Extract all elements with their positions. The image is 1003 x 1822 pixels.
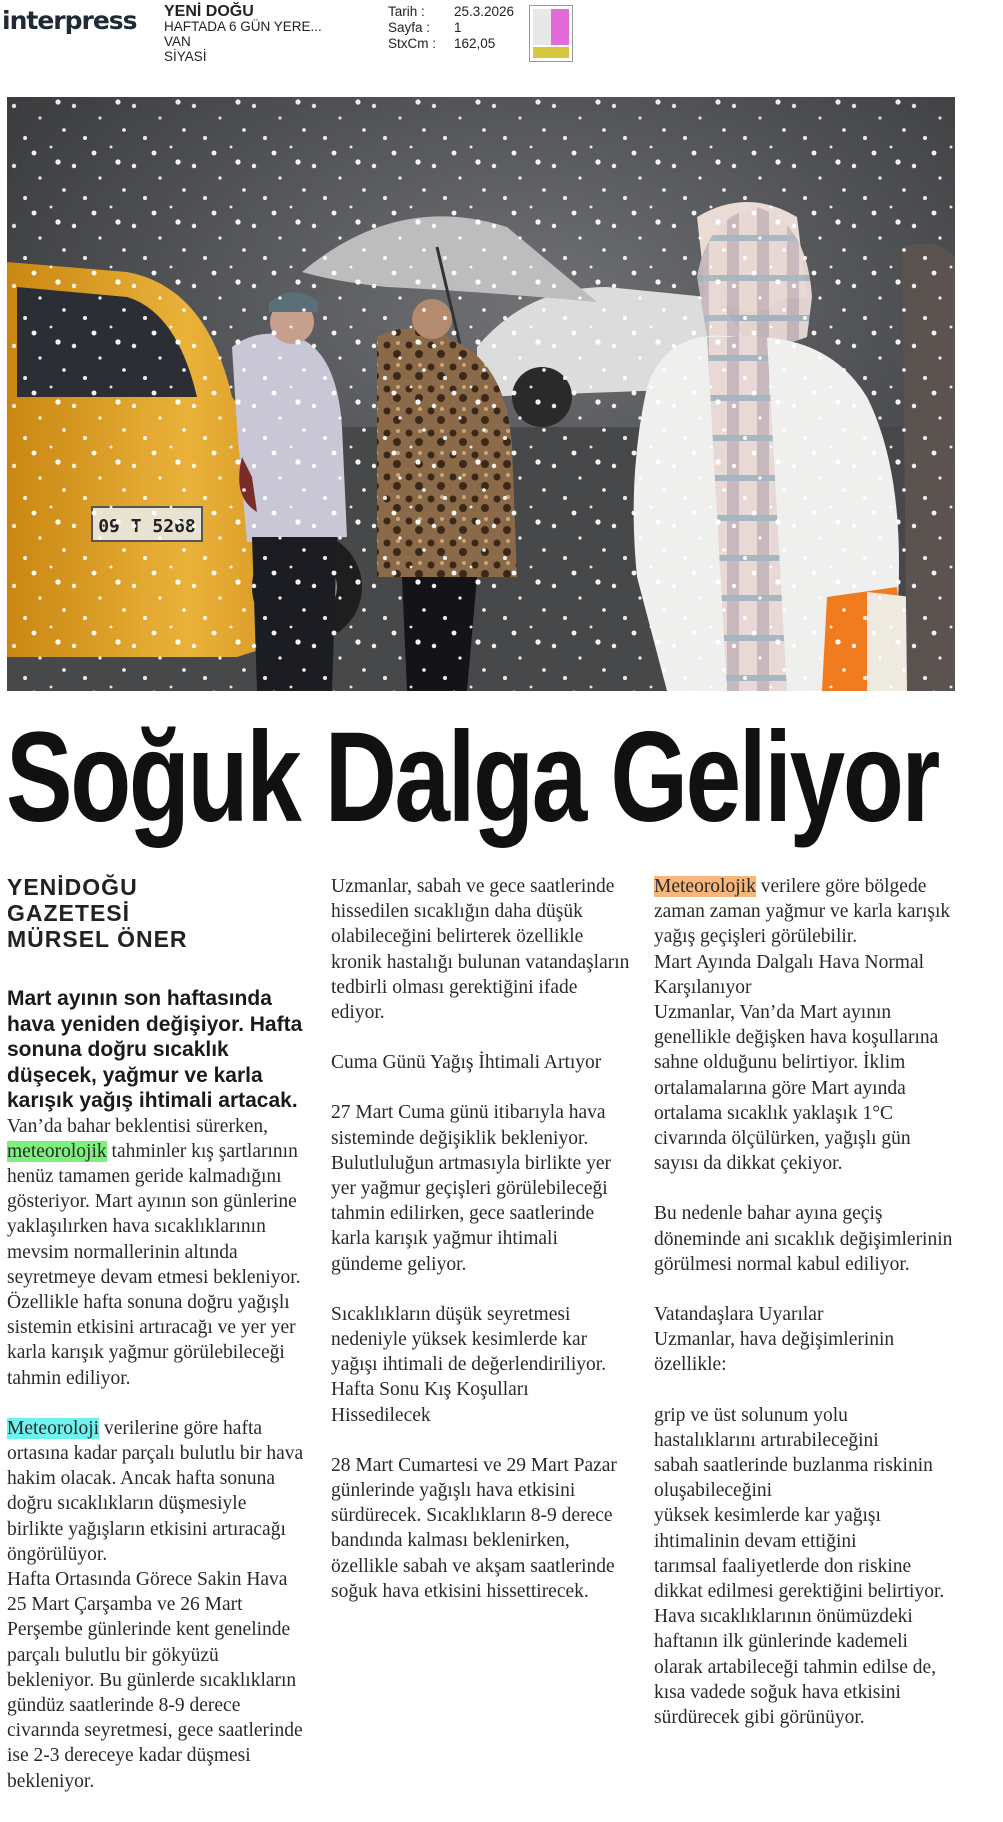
subheading-1: Hafta Ortasında Görece Sakin Hava (7, 1568, 288, 1590)
subheading-4: Mart Ayında Dalgalı Hava Normal Karşılanıyor (654, 951, 925, 998)
page-value: 1 (454, 20, 462, 35)
page-label: Sayfa : (388, 20, 431, 35)
article-column-3 (654, 874, 954, 1730)
list-item: grip ve üst solunum yolu hastalıklarını artırabileceğini (654, 1404, 879, 1451)
paragraph-7: 28 Mart Cumartesi ve 29 Mart Pazar günlerinde yağışlı hava etkisini sürdürecek. Sıcaklıkların 8-9 derece bandında kalması beklenirken, özellikle sabah ve akşam saatlerinde soğuk hava etkisini hissettirecek. (331, 1454, 617, 1602)
byline-line-1: YENİDOĞU (7, 874, 138, 900)
list-item: tarımsal faaliyetlerde don riskine dikkat edilmesi gerektiğini belirtiyor. (654, 1555, 945, 1603)
byline-author: MÜRSEL ÖNER (7, 926, 188, 952)
article-photo (7, 97, 955, 691)
paragraph-9: Uzmanlar, Van’da Mart ayının genellikle değişken hava koşullarına sahne olduğunu belirtiyor. İklim ortalamalarına göre Mart ayında ortalama sıcaklık yaklaşık 1°C civarında ölçülürken, yağışlı gün sayısı da dikkat çekiyor. (654, 1002, 939, 1175)
subheading-5: Vatandaşlara Uyarılar (654, 1304, 824, 1326)
publication-section: SİYASİ (164, 49, 207, 64)
newspaper-name: YENİ DOĞU (164, 3, 254, 20)
stxcm-row (388, 36, 514, 52)
paragraph-8: Meteorolojik verilere göre bölgede zaman zaman yağmur ve karla karışık yağış geçişleri görülebilir. (654, 876, 951, 948)
paragraph-10: Bu nedenle bahar ayına geçiş döneminde ani sıcaklık değişimlerinin görülmesi normal kabul ediliyor. (654, 1203, 953, 1275)
keyword-highlight: meteorolojik (7, 1140, 107, 1162)
paragraph-6: Sıcaklıkların düşük seyretmesi nedeniyle yüksek kesimlerde kar yağışı ihtimali de değerlendiriliyor. (331, 1303, 607, 1376)
stxcm-value: 162,05 (454, 36, 496, 51)
paragraph-11: Uzmanlar, hava değişimlerinin özellikle: (654, 1329, 895, 1376)
list-item: sabah saatlerinde buzlanma riskinin oluşabileceğini (654, 1455, 933, 1502)
byline-line-2: GAZETESİ (7, 900, 131, 926)
date-value: 25.3.2026 (454, 4, 515, 19)
headline: Soğuk Dalga Geliyor (6, 706, 939, 849)
paragraph-12: Hava sıcaklıklarının önümüzdeki haftanın ilk günlerinde kademeli olarak artabileceği tahmin edilse de, kısa vadede soğuk hava etkisini sürdürecek gibi görünüyor. (654, 1606, 937, 1729)
clipping-metadata (388, 4, 514, 52)
lede-paragraph: Mart ayının son haftasında hava yeniden değişiyor. Hafta sonuna doğru sıcaklık düşecek, yağmur ve karla karışık yağış ihtimali artacak. (7, 987, 303, 1112)
clipping-source-info (164, 4, 322, 64)
date-label: Tarih : (388, 4, 425, 19)
page-thumbnail[interactable] (529, 5, 573, 62)
paragraph-1: Van’da bahar beklentisi sürerken, meteorolojik tahminler kış şartlarının henüz tamamen geride kalmadığını gösteriyor. Mart ayının son günlerine yaklaşılırken hava sıcaklıklarının mevsim normallerinin altında seyretmeye devam etmesi bekleniyor. Özellikle hafta sonuna doğru yağışlı sistemin etkisini artıracağı ve yer yer karla karışık yağmur görülebileceği tahmin ediliyor. (7, 1115, 301, 1389)
list-item: yüksek kesimlerde kar yağışı ihtimalinin devam ettiğini (654, 1505, 881, 1552)
paragraph-2: Meteoroloji verilerine göre hafta ortasına kadar parçalı bulutlu bir hava hakim olacak. Ancak hafta sonuna doğru sıcaklıkların düşmesiyle birlikte yağışların etkisini artıracağı öngörülüyor. (7, 1417, 304, 1565)
stxcm-label: StxCm : (388, 36, 437, 51)
keyword-highlight: Meteoroloji (7, 1417, 100, 1439)
interpress-logo: interpress (2, 6, 137, 35)
paragraph-5: 27 Mart Cuma günü itibarıyla hava sisteminde değişiklik bekleniyor. Bulutluluğun artmasıyla birlikte yer yer yağmur geçişleri görülebileceği tahmin edilirken, gece saatlerinde karla karışık yağmur ihtimali gündeme geliyor. (331, 1102, 611, 1275)
paragraph-4: Uzmanlar, sabah ve gece saatlerinde hissedilen sıcaklığın daha düşük olabileceğini belirterek özellikle kronik hastalığı bulunan vatandaşların tedbirli olması gerektiğini ifade ediyor. (331, 876, 630, 1024)
page-row (388, 20, 514, 36)
paragraph-3: 25 Mart Çarşamba ve 26 Mart Perşembe günlerinde kent genelinde parçalı bulutlu bir gökyüzü bekleniyor. Bu günlerde sıcaklıkların gündüz saatlerinde 8-9 derece civarında seyretmesi, gece saatlerinde ise 2-3 dereceye kadar düşmesi bekleniyor. (7, 1594, 303, 1792)
keyword-highlight: Meteorolojik (654, 876, 756, 897)
subheading-2: Cuma Günü Yağış İhtimali Artıyor (331, 1052, 602, 1074)
subheading-3: Hafta Sonu Kış Koşulları Hissedilecek (331, 1379, 529, 1426)
publication-frequency: HAFTADA 6 GÜN YERE... (164, 19, 322, 34)
article-column-1 (7, 874, 307, 1794)
article-column-2 (331, 874, 631, 1604)
date-row (388, 4, 514, 20)
publication-city: VAN (164, 34, 191, 49)
byline (7, 874, 307, 952)
